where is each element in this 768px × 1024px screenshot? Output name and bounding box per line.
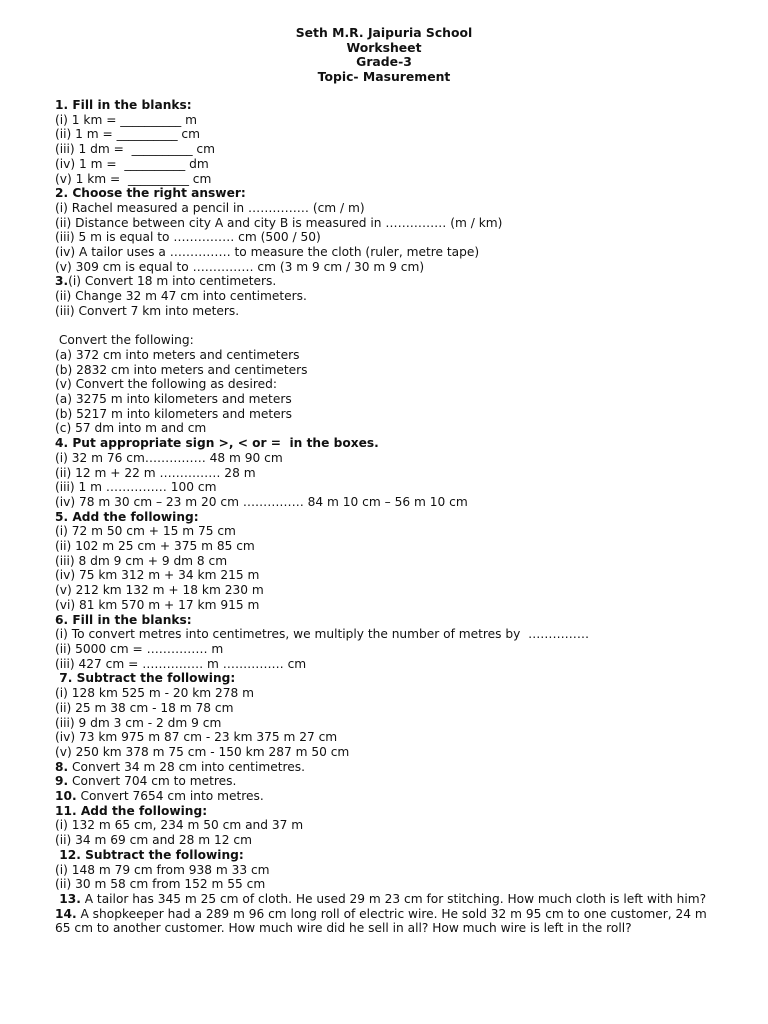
q13-paragraph xyxy=(55,892,725,907)
q11-item: (ii) 34 m 69 cm and 28 m 12 cm xyxy=(55,833,252,848)
q7-item: (iii) 9 dm 3 cm - 2 dm 9 cm xyxy=(55,715,222,730)
q8-number: 8. xyxy=(55,759,69,774)
q11-heading: 11. Add the following: xyxy=(55,803,208,818)
q14-text: A shopkeeper had a 289 m 96 cm long roll of electric wire. He sold 32 m 95 cm to one customer, 24 m 65 cm to another customer. How much wire did he sell in all? How much wire is left in the roll? xyxy=(55,906,711,936)
convert-item: (v) Convert the following as desired: xyxy=(55,377,277,392)
q1-item: (ii) 1 m = __________ cm xyxy=(55,127,201,142)
q1-item: (iv) 1 m = __________ dm xyxy=(55,156,209,171)
q7-item: (i) 128 km 525 m - 20 km 278 m xyxy=(55,686,255,701)
q1-item: (v) 1 km = __________ cm xyxy=(55,171,212,186)
q1-heading: 1. Fill in the blanks: xyxy=(55,98,192,112)
q4-item: (iv) 78 m 30 cm – 23 m 20 cm …………… 84 m 10 cm – 56 m 10 cm xyxy=(55,494,468,509)
q6-item: (ii) 5000 cm = …………… m xyxy=(55,642,224,656)
convert-item: (b) 2832 cm into meters and centimeters xyxy=(55,362,308,377)
q8-text: Convert 34 m 28 cm into centimetres. xyxy=(68,759,305,774)
q11-item: (i) 132 m 65 cm, 234 m 50 cm and 37 m xyxy=(55,818,304,833)
q10-line xyxy=(55,789,725,804)
q4-item: (i) 32 m 76 cm…………… 48 m 90 cm xyxy=(55,450,283,465)
q12-heading: 12. Subtract the following: xyxy=(55,847,244,862)
q9-text: Convert 704 cm to metres. xyxy=(68,774,237,789)
q5-item: (iv) 75 km 312 m + 34 km 215 m xyxy=(55,568,260,583)
q7-item: (ii) 25 m 38 cm - 18 m 78 cm xyxy=(55,700,234,715)
convert-item: (c) 57 dm into m and cm xyxy=(55,421,207,436)
q1-item: (i) 1 km = __________ m xyxy=(55,112,197,127)
q10-text: Convert 7654 cm into metres. xyxy=(76,789,264,804)
q9-number: 9. xyxy=(55,774,69,789)
worksheet-page xyxy=(0,25,768,936)
q12-item: (i) 148 m 79 cm from 938 m 33 cm xyxy=(55,862,270,877)
topic-label: Topic- Masurement xyxy=(317,69,451,85)
q3-item: (ii) Change 32 m 47 cm into centimeters. xyxy=(55,289,307,304)
q1-item: (iii) 1 dm = __________ cm xyxy=(55,142,215,157)
q5-item: (i) 72 m 50 cm + 15 m 75 cm xyxy=(55,524,236,539)
q7-item: (iv) 73 km 975 m 87 cm - 23 km 375 m 27 cm xyxy=(55,730,338,745)
q5-item: (vi) 81 km 570 m + 17 km 915 m xyxy=(55,597,260,612)
q3-number: 3. xyxy=(55,274,69,289)
q4-item: (iii) 1 m …………… 100 cm xyxy=(55,480,217,495)
q7-heading: 7. Subtract the following: xyxy=(55,671,236,686)
convert-item: (a) 372 cm into meters and centimeters xyxy=(55,347,300,362)
convert-item: (b) 5217 m into kilometers and meters xyxy=(55,406,292,421)
q9-line xyxy=(55,774,725,789)
q5-heading: 5. Add the following: xyxy=(55,509,199,524)
q4-item: (ii) 12 m + 22 m …………… 28 m xyxy=(55,465,256,480)
q6-item: (i) To convert metres into centimetres, we multiply the number of metres by …………… xyxy=(55,627,590,642)
q2-heading: 2. Choose the right answer: xyxy=(55,186,246,201)
q2-item: (v) 309 cm is equal to …………… cm (3 m 9 cm / 30 m 9 cm) xyxy=(55,259,425,274)
blank-line xyxy=(55,319,725,334)
q14-number: 14. xyxy=(55,906,77,921)
q5-item: (v) 212 km 132 m + 18 km 230 m xyxy=(55,583,264,598)
grade-label: Grade-3 xyxy=(356,54,412,70)
q2-item: (iii) 5 m is equal to …………… cm (500 / 50) xyxy=(55,230,321,245)
q6-item: (iii) 427 cm = …………… m …………… cm xyxy=(55,656,307,671)
convert-intro: Convert the following: xyxy=(55,333,194,348)
q14-paragraph xyxy=(55,907,725,936)
q3-item: (iii) Convert 7 km into meters. xyxy=(55,303,240,318)
q3-first-line xyxy=(55,274,725,289)
school-name: Seth M.R. Jaipuria School xyxy=(295,25,473,40)
convert-item: (a) 3275 m into kilometers and meters xyxy=(55,392,292,407)
q12-item: (ii) 30 m 58 cm from 152 m 55 cm xyxy=(55,877,266,892)
q6-heading: 6. Fill in the blanks: xyxy=(55,612,192,627)
q3-item: (i) Convert 18 m into centimeters. xyxy=(68,274,277,289)
q10-number: 10. xyxy=(55,789,77,804)
q8-line xyxy=(55,760,725,775)
q2-item: (iv) A tailor uses a …………… to measure the cloth (ruler, metre tape) xyxy=(55,245,480,260)
q5-item: (ii) 102 m 25 cm + 375 m 85 cm xyxy=(55,539,255,554)
q5-item: (iii) 8 dm 9 cm + 9 dm 8 cm xyxy=(55,553,228,568)
q4-heading: 4. Put appropriate sign >, < or = in the boxes. xyxy=(55,436,379,451)
q2-item: (ii) Distance between city A and city B is measured in …………… (m / km) xyxy=(55,215,503,230)
q2-item: (i) Rachel measured a pencil in …………… (cm / m) xyxy=(55,200,365,215)
q7-item: (v) 250 km 378 m 75 cm - 150 km 287 m 50 cm xyxy=(55,744,350,759)
q13-number: 13. xyxy=(55,891,81,906)
worksheet-title: Worksheet xyxy=(346,39,422,55)
q13-text: A tailor has 345 m 25 cm of cloth. He used 29 m 23 cm for stitching. How much cloth is left with him? xyxy=(80,891,707,906)
worksheet-body xyxy=(55,98,725,936)
